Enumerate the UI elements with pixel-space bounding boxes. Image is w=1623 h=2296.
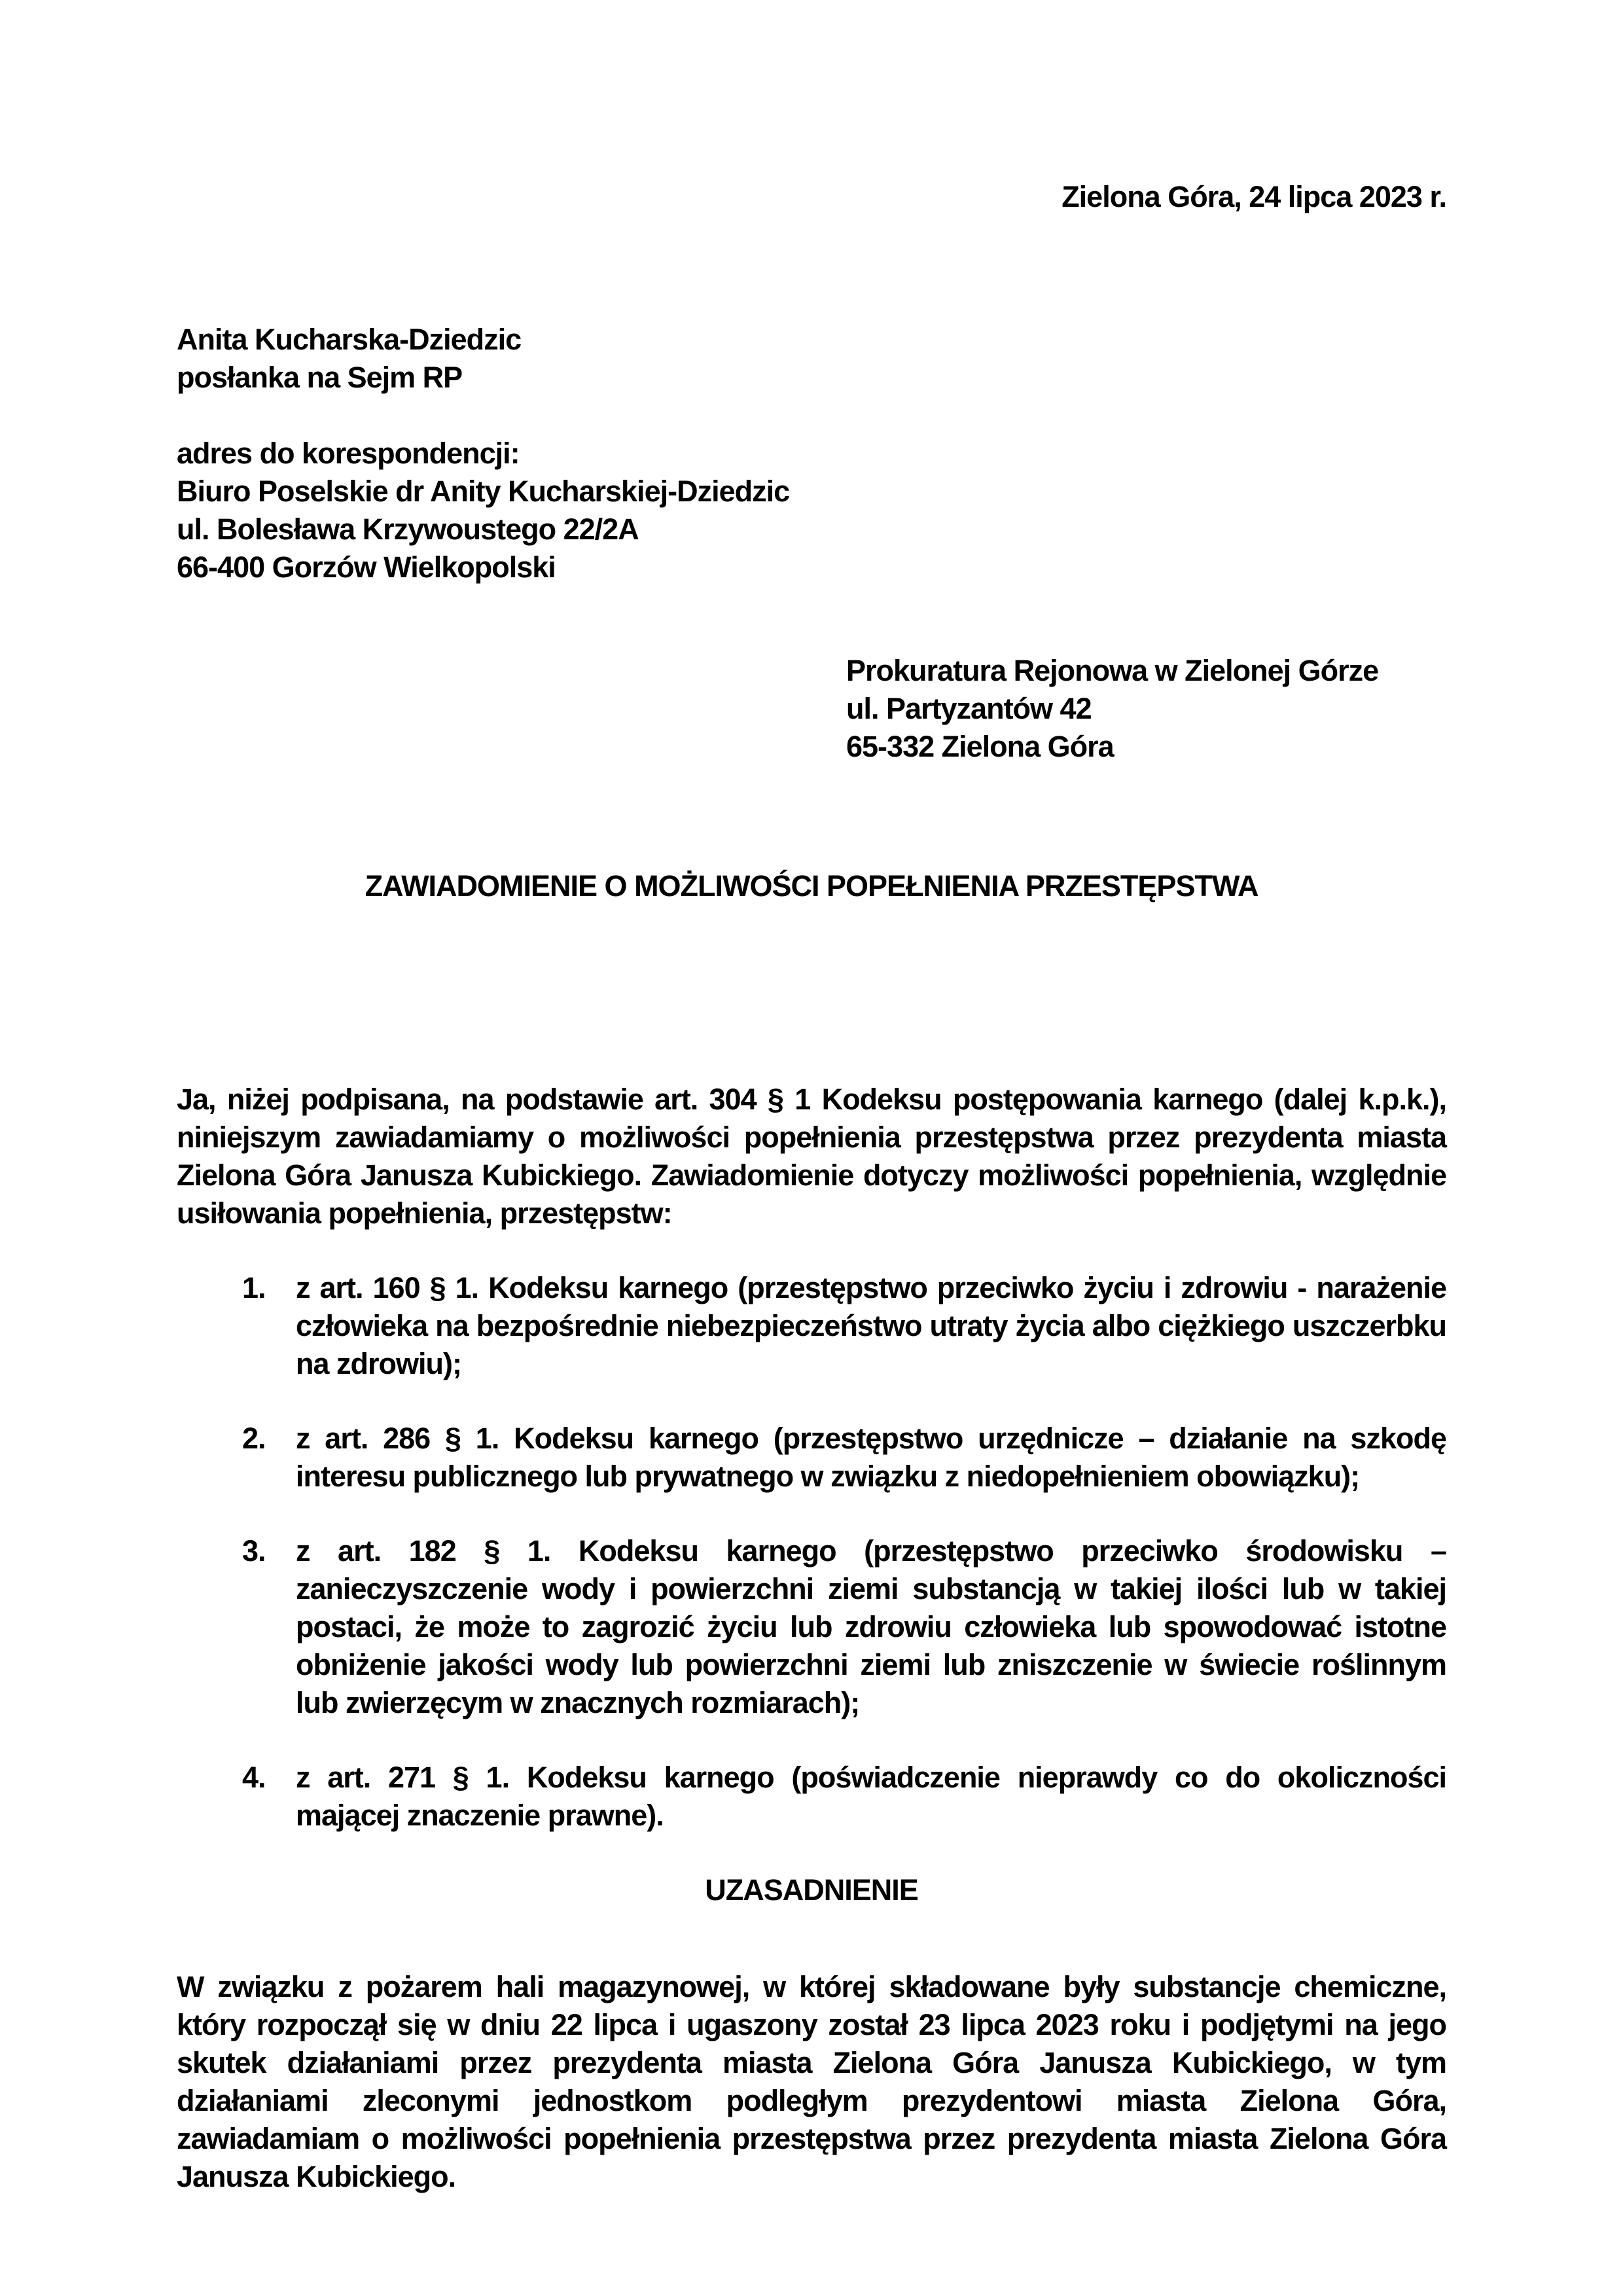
offense-text: z art. 182 § 1. Kodeksu karnego (przestępstwo przeciwko środowisku – zanieczyszczenie wody i powierzchni ziemi substancją w takiej ilości lub w takiej postaci, że może to zagrozić życiu lub zdrowiu człowieka lub spowodować istotne obniżenie jakości wody lub powierzchni ziemi lub zniszczenie w świecie roślinnym lub zwierzęcym w znacznych rozmiarach); — [296, 1534, 1446, 1719]
offense-text: z art. 160 § 1. Kodeksu karnego (przestępstwo przeciwko życiu i zdrowiu - narażenie człowieka na bezpośrednie niebezpieczeństwo utraty życia albo ciężkiego uszczerbku na zdrowiu); — [296, 1271, 1446, 1380]
offense-list — [177, 1269, 1446, 1835]
offense-number: 2. — [242, 1422, 266, 1455]
offense-item — [177, 1269, 1446, 1383]
offense-text: z art. 271 § 1. Kodeksu karnego (poświadczenie nieprawdy co do okoliczności mającej znaczenie prawne). — [296, 1761, 1446, 1832]
offense-item — [177, 1759, 1446, 1835]
offense-item — [177, 1420, 1446, 1496]
sender-role: posłanka na Sejm RP — [177, 361, 463, 394]
intro-paragraph: Ja, niżej podpisana, na podstawie art. 304 § 1 Kodeksu postępowania karnego (dalej k.p.k.), niniejszym zawiadamiamy o możliwości popełnienia przestępstwa przez prezydenta miasta Zielona Góra Janusza Kubickiego. Zawiadomienie dotyczy możliwości popełnienia, względnie usiłowania popełnienia, przestępstw: — [177, 1083, 1446, 1230]
sender-address-label: adres do korespondencji: — [177, 437, 520, 470]
sender-name: Anita Kucharska-Dziedzic — [177, 323, 522, 356]
recipient-line: Prokuratura Rejonowa w Zielonej Górze — [846, 654, 1379, 687]
sender-address-line: Biuro Poselskie dr Anity Kucharskiej-Dziedzic — [177, 475, 790, 508]
recipient-block — [846, 652, 1446, 766]
sender-block — [177, 321, 1446, 586]
document-title: ZAWIADOMIENIE O MOŻLIWOŚCI POPEŁNIENIA PRZESTĘPSTWA — [365, 869, 1258, 903]
recipient-line: ul. Partyzantów 42 — [846, 692, 1092, 725]
offense-number: 1. — [242, 1271, 266, 1304]
date-line: Zielona Góra, 24 lipca 2023 r. — [1061, 180, 1446, 213]
offense-text: z art. 286 § 1. Kodeksu karnego (przestępstwo urzędnicze – działanie na szkodę interesu publicznego lub prywatnego w związku z niedopełnieniem obowiązku); — [296, 1422, 1446, 1493]
offense-number: 3. — [242, 1534, 266, 1568]
offense-item — [177, 1532, 1446, 1722]
recipient-line: 65-332 Zielona Góra — [846, 730, 1114, 763]
sender-address-line: 66-400 Gorzów Wielkopolski — [177, 550, 556, 584]
section-heading: UZASADNIENIE — [705, 1873, 918, 1907]
offense-number: 4. — [242, 1761, 266, 1794]
body-paragraph: W związku z pożarem hali magazynowej, w której składowane były substancje chemiczne, który rozpoczął się w dniu 22 lipca i ugaszony został 23 lipca 2023 roku i podjętymi na jego skutek działaniami przez prezydenta miasta Zielona Góra Janusza Kubickiego, w tym działaniami zleconymi jednostkom podległym prezydentowi miasta Zielona Góra, zawiadamiam o możliwości popełnienia przestępstwa przez prezydenta miasta Zielona Góra Janusza Kubickiego. — [177, 1970, 1446, 2193]
sender-address-line: ul. Bolesława Krzywoustego 22/2A — [177, 512, 639, 546]
